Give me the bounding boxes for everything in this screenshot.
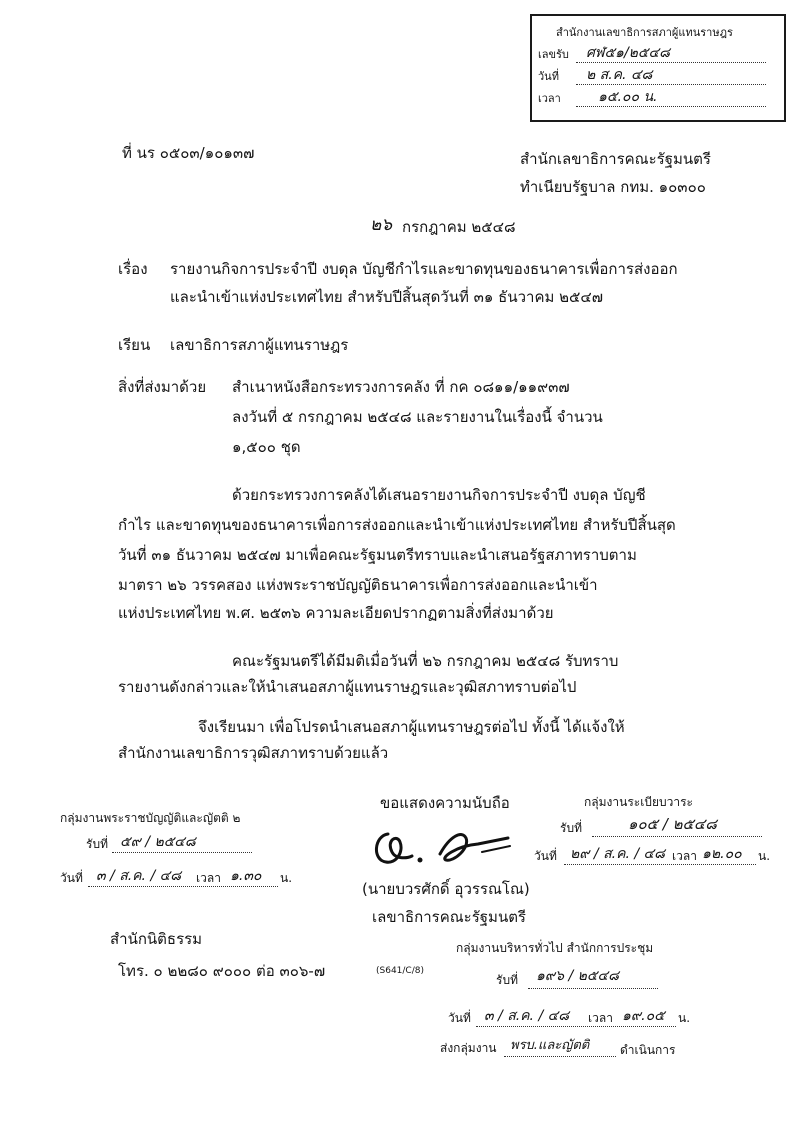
left-stamp-title: กลุ่มงานพระราชบัญญัติและญัตติ ๒ <box>60 811 241 825</box>
office-name: สำนักเลขาธิการคณะรัฐมนตรี <box>520 150 711 168</box>
bottom-stamp-time-unit: น. <box>678 1011 691 1025</box>
right-stamp-received-value: ๑๐๕ / ๒๕๔๘ <box>628 815 717 833</box>
right-stamp-date-label: วันที่ <box>534 849 557 863</box>
date-day: ๒๖ <box>370 215 392 235</box>
left-stamp-date-label: วันที่ <box>60 871 83 885</box>
signer-title: เลขาธิการคณะรัฐมนตรี <box>372 908 526 926</box>
bottom-stamp-time-label: เวลา <box>588 1011 613 1025</box>
stamp-no-label: เลขรับ <box>538 48 569 61</box>
left-stamp-date-value: ๓ / ส.ค. / ๔๘ <box>96 868 182 884</box>
body-para1-line-2: กำไร และขาดทุนของธนาคารเพื่อการส่งออกและนำเข้าแห่งประเทศไทย สำหรับปีสิ้นสุด <box>118 516 676 534</box>
stamp-no-value: ศฬ๕๑/๒๕๔๘ <box>586 45 670 61</box>
office-address: ทำเนียบรัฐบาล กทม. ๑๐๓๐๐ <box>520 178 706 196</box>
body-para1-line-4: มาตรา ๒๖ วรรคสอง แห่งพระราชบัญญัติธนาคารเพื่อการส่งออกและนำเข้า <box>118 576 598 594</box>
reference-number: ที่ นร ๐๕๐๓/๑๐๑๓๗ <box>122 144 255 162</box>
right-stamp-time-label: เวลา <box>672 849 697 863</box>
body-para2-line-1: คณะรัฐมนตรีได้มีมติเมื่อวันที่ ๒๖ กรกฎาคม ๒๕๔๘ รับทราบ <box>232 652 619 670</box>
body-para2-line-2: รายงานดังกล่าวและให้นำเสนอสภาผู้แทนราษฎรและวุฒิสภาทราบต่อไป <box>118 678 577 696</box>
signer-name: (นายบวรศักดิ์ อุวรรณโณ) <box>362 880 530 898</box>
subject-label: เรื่อง <box>118 260 148 278</box>
bottom-stamp-date-label: วันที่ <box>448 1011 471 1025</box>
body-para1-line-5: แห่งประเทศไทย พ.ศ. ๒๕๓๖ ความละเอียดปรากฏตามสิ่งที่ส่งมาด้วย <box>118 604 554 622</box>
subject-line-2: และนำเข้าแห่งประเทศไทย สำหรับปีสิ้นสุดวันที่ ๓๑ ธันวาคม ๒๕๔๗ <box>170 288 604 306</box>
stamp-office: สำนักงานเลขาธิการสภาผู้แทนราษฎร <box>556 26 733 39</box>
bottom-stamp-send-value: พรบ.และญัตติ <box>510 1038 590 1053</box>
right-stamp-time-unit: น. <box>758 849 771 863</box>
bottom-stamp-send-label: ส่งกลุ่มงาน <box>440 1041 497 1055</box>
bottom-stamp-time-value: ๑๙.๐๕ <box>622 1008 665 1024</box>
enclosure-line-3: ๑,๕๐๐ ชุด <box>232 438 301 456</box>
stamp-time-value: ๑๕.๐๐ น. <box>598 89 658 105</box>
right-stamp-date-value: ๒๙ / ส.ค. / ๔๘ <box>570 846 665 862</box>
left-stamp-received-label: รับที่ <box>86 837 108 851</box>
body-para1-line-1: ด้วยกระทรวงการคลังได้เสนอรายงานกิจการประจำปี งบดุล บัญชี <box>232 486 646 504</box>
date-month-year: กรกฎาคม ๒๕๔๘ <box>402 218 516 236</box>
right-stamp-time-value: ๑๒.๐๐ <box>702 846 742 862</box>
right-stamp-title: กลุ่มงานระเบียบวาระ <box>584 795 693 809</box>
left-stamp-time-unit: น. <box>280 871 293 885</box>
closing-salutation: ขอแสดงความนับถือ <box>380 794 510 812</box>
footer-department: สำนักนิติธรรม <box>110 930 203 948</box>
bottom-stamp-received-label: รับที่ <box>496 973 518 987</box>
left-stamp-received-value: ๕๙ / ๒๕๔๘ <box>120 834 196 850</box>
body-para3-line-1: จึงเรียนมา เพื่อโปรดนำเสนอสภาผู้แทนราษฎรต่อไป ทั้งนี้ ได้แจ้งให้ <box>198 718 625 736</box>
bottom-stamp-received-value: ๑๙๖ / ๒๕๔๘ <box>536 968 619 984</box>
enclosure-line-1: สำเนาหนังสือกระทรวงการคลัง ที่ กค ๐๘๑๑/๑๑๙๓๗ <box>232 378 570 396</box>
stamp-time-label: เวลา <box>538 92 561 105</box>
subject-line-1: รายงานกิจการประจำปี งบดุล บัญชีกำไรและขาดทุนของธนาคารเพื่อการส่งออก <box>170 260 678 278</box>
stamp-date-label: วันที่ <box>538 70 559 83</box>
enclosure-line-2: ลงวันที่ ๕ กรกฎาคม ๒๕๔๘ และรายงานในเรื่องนี้ จำนวน <box>232 408 603 426</box>
recipient-label: เรียน <box>118 336 151 354</box>
stamp-date-value: ๒ ส.ค. ๔๘ <box>586 67 653 83</box>
receipt-stamp <box>530 14 786 122</box>
body-para1-line-3: วันที่ ๓๑ ธันวาคม ๒๕๔๗ มาเพื่อคณะรัฐมนตรีทราบและนำเสนอรัฐสภาทราบตาม <box>118 546 637 564</box>
bottom-stamp-action-label: ดำเนินการ <box>620 1043 676 1057</box>
right-stamp-received-label: รับที่ <box>560 821 582 835</box>
body-para3-line-2: สำนักงานเลขาธิการวุฒิสภาทราบด้วยแล้ว <box>118 744 389 762</box>
signature-mark <box>370 822 520 874</box>
bottom-stamp-date-value: ๓ / ส.ค. / ๔๘ <box>484 1008 570 1024</box>
bottom-stamp-title: กลุ่มงานบริหารทั่วไป สำนักการประชุม <box>456 941 654 955</box>
footer-form-code: (S641/C/8) <box>376 966 424 976</box>
left-stamp-time-label: เวลา <box>196 871 221 885</box>
footer-phone: โทร. ๐ ๒๒๘๐ ๙๐๐๐ ต่อ ๓๐๖-๗ <box>118 962 326 980</box>
recipient-text: เลขาธิการสภาผู้แทนราษฎร <box>170 336 349 354</box>
enclosure-label: สิ่งที่ส่งมาด้วย <box>118 378 207 396</box>
left-stamp-time-value: ๑.๓๐ <box>230 868 262 884</box>
